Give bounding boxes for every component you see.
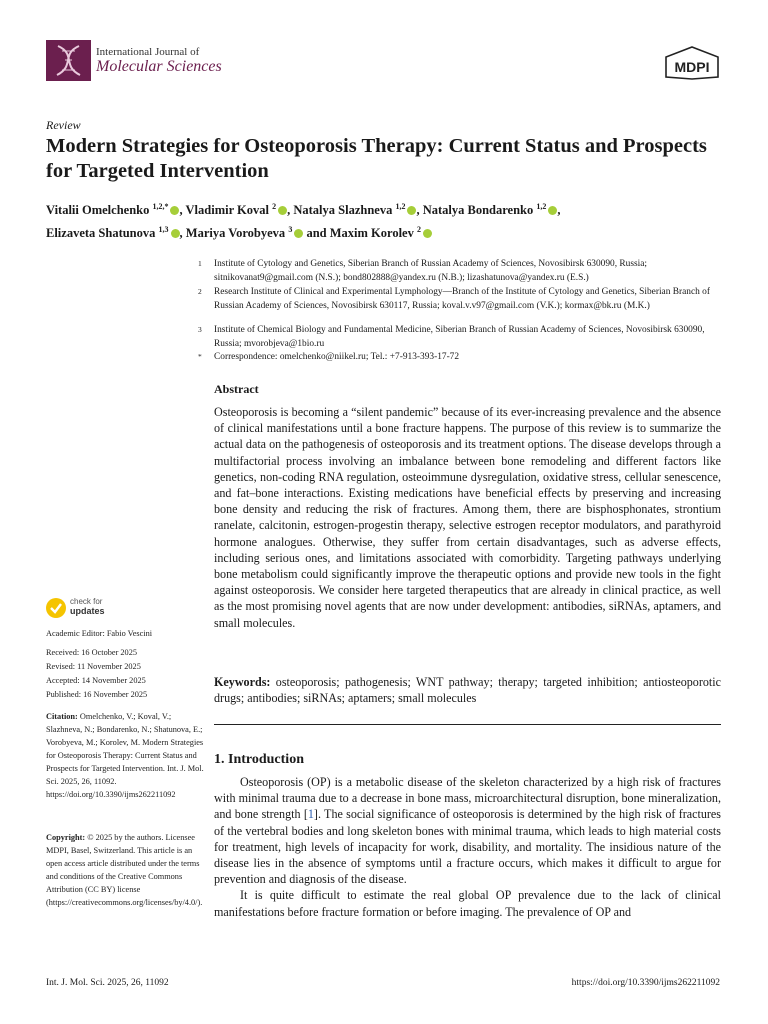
citation-block — [46, 710, 206, 801]
correspondence-marker: * — [198, 352, 202, 361]
mdpi-logo — [664, 46, 720, 80]
citation-text: Omelchenko, V.; Koval, V.; Slazhneva, N.; Bondarenko, N.; Shatunova, E.; Vorobyeva, M.; Korolev, M. Modern Strategies for Osteoporosis Therapy: Current Status and Prospects for Targeted Intervention. Int. J. Mol. Sci. 2025, 26, 11092. https://doi.org/10.3390/ijms262211092 — [46, 712, 204, 799]
author-affil-sup: 3 — [288, 225, 293, 235]
author[interactable]: Vitalii Omelchenko — [46, 203, 150, 218]
abstract-text: Osteoporosis is becoming a “silent pandemic” because of its ever-increasing prevalence and the absence of clinical manifestations until a bone fracture happens. The purpose of this review is to summarize the actual data on the pathogenesis of osteoporosis and its treatment options. The disease develops through a multifactorial process involving an imbalance between bone remodeling and different factors like genetics, non-coding RNA regulation, osteoimmune dysregulation, oxidative stress, cellular senescence, and fat–bone interactions. Existing medications have beneficial effects by preserving and increasing bone density and reducing the risk of fractures. Among them, there are bisphosphonates, strontium ranelate, calcitonin, estrogen-progestin therapy, selective estrogen receptor modulators, and parathyroid hormone analogues. Otherwise, they suffer from certain disadvantages, such as adverse effects, including serious ones, and limitations associated with comorbidity. Targeting pathways underlying bone metabolism could significantly improve the therapeutic options and provide new tools in the fight against osteoporosis. We consider here targeted therapeutics that are already in clinical practice, as well as the most promising novel agents that are now under development: antibodies, siRNAs, aptamers, and small molecules. — [214, 405, 721, 630]
affiliation-marker: 3 — [198, 325, 202, 334]
affiliation — [198, 257, 724, 285]
date-revised: Revised: 11 November 2025 — [46, 662, 141, 671]
correspondence-text: Correspondence: omelchenko@niikel.ru; Tel.: +7-913-393-17-72 — [214, 352, 460, 362]
orcid-icon[interactable] — [407, 206, 416, 215]
author-affil-sup: 1,3 — [158, 225, 169, 235]
check-for-updates-icon — [46, 598, 66, 618]
introduction-body — [214, 774, 721, 920]
affiliation-text: Institute of Chemical Biology and Fundamental Medicine, Siberian Branch of Russian Academy of Sciences, Novosibirsk 630090, Russia; mvorobjeva@1bio.ru — [214, 325, 705, 349]
citation-label: Citation: — [46, 712, 78, 721]
orcid-icon[interactable] — [294, 229, 303, 238]
check-updates-line2: updates — [70, 606, 105, 616]
author[interactable]: Vladimir Koval — [185, 203, 269, 218]
author[interactable]: Maxim Korolev — [329, 226, 414, 241]
author[interactable]: Natalya Bondarenko — [422, 203, 534, 218]
affiliation-text: Institute of Cytology and Genetics, Siberian Branch of Russian Academy of Sciences, Novosibirsk 630090, Russia; sitnikovanat9@gmail.com (N.S.); bond802888@yandex.ru (N.B.); lizashatunova@yandex.ru (E.S.) — [214, 259, 648, 283]
paragraph: It is quite difficult to estimate the real global OP prevalence due to the lack of clinical manifestations before fracture formation or before imaging. The prevalence of OP and — [214, 888, 721, 919]
keywords — [214, 674, 721, 706]
affiliation — [198, 285, 724, 313]
author-list: Vitalii Omelchenko $^{1,2,*}$ , Vladimir Koval $^2$ , Natalya Slazhneva $^{1,2}$ , Natalya Bondarenko $^{1,2}$ , Elizaveta Shatunova $^{1,3}$ , Mariya Vorobyeva $^3$ and Maxim Korolev $^2$ — [46, 202, 561, 241]
author-affil-sup: 2 — [272, 202, 277, 211]
section-heading: 1. Introduction — [214, 752, 304, 767]
author-conjunction: and — [306, 226, 327, 241]
paragraph-text: ]. The social significance of osteoporosis is determined by the high risk of fractures of the vertebral bodies and long skeleton bones with minimal trauma, which leads to high material costs for treatment, high levels of incapacity for work, disability, and mortality. The insidious nature of the disease lies in the absence of symptoms until a fracture occurs, which makes it difficult to argue for prevention and diagnosis of the disease. — [214, 807, 722, 887]
author[interactable]: Elizaveta Shatunova — [46, 226, 156, 241]
affiliation-text: Research Institute of Clinical and Experimental Lymphology—Branch of the Institute of Cytology and Genetics, Siberian Branch of Russian Academy of Sciences, Novosibirsk 630117, Russia; koval.v.v97@gmail.com (V.K.); kormax@bk.ru (M.K.) — [214, 287, 710, 311]
orcid-icon[interactable] — [548, 206, 557, 215]
abstract-heading: Abstract — [214, 382, 259, 396]
copyright-block — [46, 831, 206, 909]
affiliation-marker: 2 — [198, 287, 202, 296]
author-affil-sup: 1,2,* — [152, 202, 169, 211]
affiliation-marker: 1 — [198, 259, 202, 268]
paragraph-text: Osteoporosis (OP) is a metabolic disease of the skeleton characterized by a high risk of fractures with minimal trauma due to a decrease in bone mass, microarchitectural disruption, bone mineralization, and bone strength [ — [214, 775, 721, 822]
date-published: Published: 16 November 2025 — [46, 690, 148, 699]
check-updates-line1: check for — [70, 597, 103, 606]
reference-link[interactable]: 1 — [307, 807, 314, 822]
author[interactable]: Natalya Slazhneva — [293, 203, 393, 218]
affiliation — [198, 323, 724, 351]
correspondence — [198, 350, 724, 364]
orcid-icon[interactable] — [278, 206, 287, 215]
academic-editor: Academic Editor: Fabio Vescini — [46, 629, 153, 638]
journal-name-line2: Molecular Sciences — [96, 58, 222, 75]
paragraph — [214, 774, 721, 887]
article-title: Modern Strategies for Osteoporosis Therapy: Current Status and Prospects for Targeted Intervention — [46, 135, 707, 182]
orcid-icon[interactable] — [423, 229, 432, 238]
footer-citation: Int. J. Mol. Sci. 2025, 26, 11092 — [46, 978, 169, 988]
journal-name-line1: International Journal of — [96, 46, 200, 58]
date-received: Received: 16 October 2025 — [46, 648, 138, 657]
author-affil-sup: 1,2 — [536, 202, 547, 211]
footer-doi-link[interactable]: https://doi.org/10.3390/ijms262211092 — [571, 978, 720, 988]
author-affil-sup: 1,2 — [395, 202, 406, 211]
keywords-label: Keywords: — [214, 675, 271, 689]
section-divider — [214, 724, 721, 725]
keywords-text: osteoporosis; pathogenesis; WNT pathway; therapy; targeted inhibition; antiosteoporotic drugs; antibodies; siRNAs; aptamers; small molecules — [214, 675, 721, 706]
orcid-icon[interactable] — [170, 206, 179, 215]
orcid-icon[interactable] — [171, 229, 180, 238]
author[interactable]: Mariya Vorobyeva — [185, 226, 286, 241]
article-type: Review — [46, 118, 81, 132]
date-accepted: Accepted: 14 November 2025 — [46, 676, 146, 685]
copyright-text: © 2025 by the authors. Licensee MDPI, Basel, Switzerland. This article is an open access article distributed under the terms and conditions of the Creative Commons Attribution (CC BY) license (https://creativecommons.org/licenses/by/4.0/). — [46, 833, 203, 907]
publisher-name: MDPI — [674, 59, 710, 75]
copyright-label: Copyright: — [46, 833, 86, 842]
journal-logo-icon — [46, 40, 91, 81]
author-affil-sup: 2 — [416, 225, 421, 235]
